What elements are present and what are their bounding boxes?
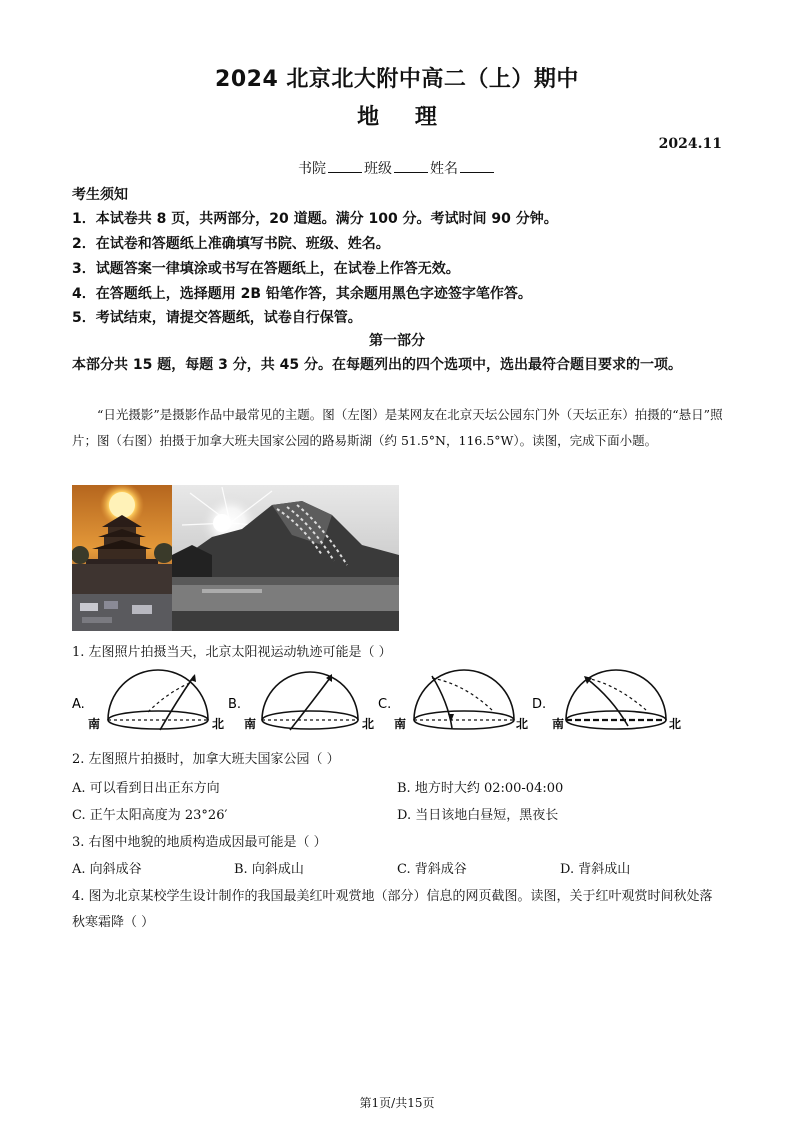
north-label: 北 [516,717,529,731]
q2-option-d[interactable]: D. 当日该地白昼短，黑夜长 [397,808,559,823]
south-label: 南 [552,717,565,731]
q2-option-a[interactable]: A. 可以看到日出正东方向 [72,781,220,796]
notice-item: 1．本试卷共 8 页，共两部分，20 道题。满分 100 分。考试时间 90 分钟。 [72,211,558,227]
name-blank [460,158,494,173]
student-info-line [0,158,794,178]
right-photo-lake [172,485,399,631]
question-1-stem: 1. 左图照片拍摄当天，北京太阳视运动轨迹可能是（ ） [72,645,392,660]
option-c-label: C. [378,697,392,712]
option-c-diagram[interactable] [378,670,528,731]
sun-photographs [72,485,399,631]
notice-item: 4．在答题纸上，选择题用 2B 铅笔作答，其余题用黑色字迹签字笔作答。 [72,286,532,302]
option-d-label: D. [532,697,547,712]
q3-option-b[interactable]: B. 向斜成山 [234,862,304,877]
south-label: 南 [244,717,257,731]
q2-option-b[interactable]: B. 地方时大约 02:00-04:00 [397,781,564,796]
south-label: 南 [88,717,101,731]
notice-item: 3．试题答案一律填涂或书写在答题纸上，在试卷上作答无效。 [72,261,460,277]
notice-item: 5．考试结束，请提交答题纸，试卷自行保管。 [72,310,362,326]
notice-heading: 考生须知 [72,187,128,203]
part-one-title: 第一部分 [369,333,425,349]
exam-date: 2024.11 [658,136,722,152]
option-b-diagram[interactable] [228,672,374,731]
reading-passage: “日光摄影”是摄影作品中最常见的主题。图（左图）是某网友在北京天坛公园东门外（天坛正东）拍摄的“悬日”照片；图（右图）拍摄于加拿大班夫国家公园的路易斯湖（约 51.5°N，116.5°W）。读图，完成下面小题。 [72,407,723,448]
option-d-diagram[interactable] [532,670,681,731]
sun-path-diagrams [72,662,692,736]
option-a-label: A. [72,697,85,712]
q3-option-a[interactable]: A. 向斜成谷 [72,862,142,877]
north-label: 北 [669,717,682,731]
question-2-stem: 2. 左图照片拍摄时，加拿大班夫国家公园（ ） [72,752,340,767]
south-label: 南 [394,717,407,731]
north-label: 北 [362,717,375,731]
option-b-label: B. [228,697,242,712]
info-academy-label: 书院 [298,161,326,177]
info-name-label: 姓名 [430,161,458,177]
question-3-stem: 3. 右图中地貌的地质构造成因最可能是（ ） [72,835,327,850]
left-photo-temple [72,485,174,631]
academy-blank [328,158,362,173]
q3-option-d[interactable]: D. 背斜成山 [560,862,631,877]
notice-item: 2．在试卷和答题纸上准确填写书院、班级、姓名。 [72,236,390,252]
option-a-diagram[interactable] [72,670,224,731]
info-class-label: 班级 [364,161,392,177]
q3-option-c[interactable]: C. 背斜成谷 [397,862,467,877]
exam-title: 2024 北京北大附中高二（上）期中 [215,67,579,92]
question-4-stem: 4. 图为北京某校学生设计制作的我国最美红叶观赏地（部分）信息的网页截图。读图，关于红叶观赏时间秋处落秋寒霜降（ ） [72,889,713,930]
part-one-description: 本部分共 15 题，每题 3 分，共 45 分。在每题列出的四个选项中，选出最符合题目要求的一项。 [72,357,682,373]
page-footer: 第1页/共15页 [359,1096,435,1110]
q2-option-c[interactable]: C. 正午太阳高度为 23°26′ [72,808,228,823]
subject-title: 地 理 [357,105,437,130]
north-label: 北 [212,717,225,731]
class-blank [394,158,428,173]
